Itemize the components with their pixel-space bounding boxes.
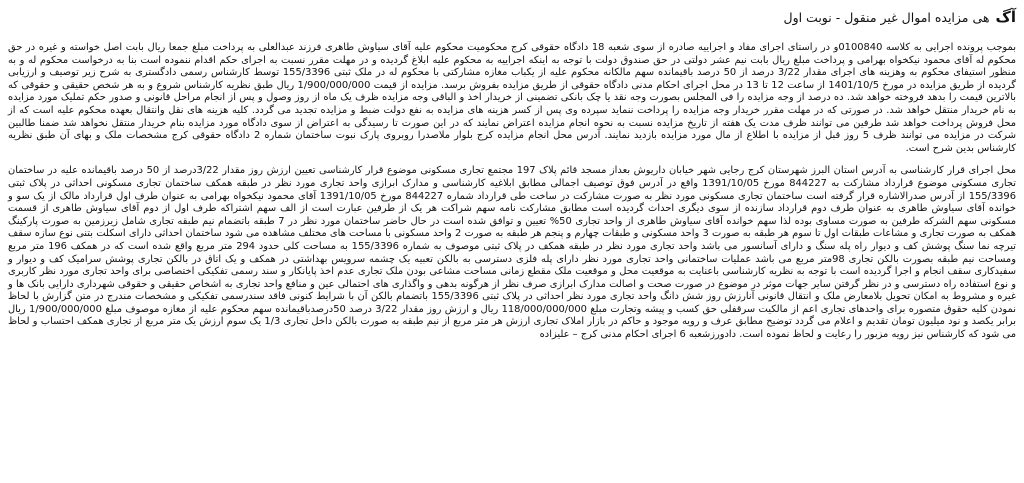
notice-paragraph-expert-report: محل اجرای قرار کارشناسی به آدرس استان البرز شهرستان کرج رجایی شهر خیابان داریوش بعداز مسجد قائم پلاک 197 مجتمع تجاری مسکونی موضوع قرار کارشناسی تعیین ارزش روز مقدار 3/22درصد از 50 درصد باقیمانده علیه در ساختمان تجاری مسکونی موضوع قرارداد مشارکت به 844227 مورخ 1391/10/05 واقع در آدرس فوق توصیف اجمالی مطابق ابلاغیه کارشناسی و مدارک ابرازی واحد تجاری مورد نظر در طبقه همکف ساختمان تجاری مسکونی احداثی در پلاک ثبتی 155/3396 از آدرس صدرالاشاره قرار گرفته است ساختمان تجاری مسکونی مورد نظر به صورت مشارکت در ساخت طی قرارداد شماره 844227 مورخ 1391/10/05 آقای محمود نیکخواه بهرامی به عنوان طرف اول قرارداد مالک از یک سو و خوانده آقای سیاوش طاهری به عنوان طرف دوم قرارداد سازنده از سوی دیگری احداث گردیده است مطابق مشارکت نامه سهم شراکت هر یک از طرفین عبارت است از الف سهم اشتراکه طرف اول از دوم آقای سیاوش طاهری از قسمت مسکونی سهم الشرکه طرفین به صورت مساوی بوده لذا سهم خوانده آقای سیاوش طاهری از واحد تجاری 50% تعیین و توافق شده است در حال حاضر ساختمان مورد نظر در 7 طبقه باتضمام نیم طبقه تجاری شامل زیرزمین به صورت پارکینگ همکف به صورت تجاری و مشاعات طبقات اول تا سوم هر طبقه به صورت 3 واحد مسکونی و طبقات چهارم و پنجم هر طبقه به صورت 2 واحد مسکونی با مساحت های مختلف مشاهده می شود ساختمان احداثی دارای اسکلت بتنی نوع سازه سقف تیرچه نما سنگ پوشش کف و دیوار راه پله سنگ و دارای آسانسور می باشد واحد تجاری مورد نظر در طبقه همکف در پلاک ثبتی موصوف به شماره 155/3396 به مساحت کلی حدود 294 متر مربع واقع شده است که در همکف 196 متر مربع ومساحت نیم طبقه بصورت بالکن تجاری 98متر مربع می باشد عملیات ساختمانی واحد تجاری مورد نظر دارای پله فلزی دسترسی به بالکن تعبیه یک چشمه سرویس بهداشتی در همکف و یک اتاق در بالکن تجاری پوشش سرامیک کف و دیوار و سفیدکاری سقف انجام و اجرا گردیده است با توجه به نظریه کارشناسی باعنایت به موقعیت محل و موقعیت ملک مقطع زمانی مساحت مشاعی بودن ملک تجاری عدم اخذ پایانکار و سند رسمی تفکیکی اختصاصی برای واحد تجاری مورد نظر کاربری و نوع استفاده راه دسترسی و در نظر گرفتن سایر جهات موثر در موضوع در صورت صحت و اصالت مدارک ابرازی صرف نظر از هرگونه بدهی و واگذاری های احتمالی عین و منافع واحد تجاری به اشخاص حقیقی و حقوقی شهرداری دارایی بانک ها و غیره و مشروط به امکان تحویل بلامعارض ملک و انتقال قانونی آنارزش روز شش دانگ واحد تجاری مورد نظر احداثی در پلاک ثبتی 155/3396 باتضمام بالکن آن با شرایط کنونی فاقد سندرسمی تفکیکی و مشخصات مندرج در متن گزارش با لحاظ نمودن کلیه حقوق متصوره برای واحدهای تجاری اعم از مالکیت سرقفلی حق کسب و پیشه وتجارت مبلغ 118/000/000/000 ریال و ارزش روز مقدار 3/22 درصد 50درصدباقیمانده سهم محکوم علیه از مغازه موصوف مبلغ 1/900/000/000 ریال برابر یکصد و نود میلیون تومان تقدیم و اعلام می گردد توضیح مطابق عرف و رویه موجود و حاکم در بازار املاک تجاری ارزش هر متر مربع از نیم طبقه به صورت بالکن داخل تجاری 1/3 یک سوم ارزش یک متر مربع از تجاری همکف احتساب و لحاظ می شود که کارشناس نیز رویه مزبور را رعایت و لحاظ نموده است. دادورزشعبه 6 اجرای احکام مدنی کرج – علیزاده (8, 165, 1017, 341)
notice-paragraph-auction-terms: بموجب پرونده اجرایی به کلاسه 0100840و در راستای اجرای مفاد و اجراییه صادره از سوی شعبه 18 دادگاه حقوقی کرج محکومیت محکوم علیه آقای سیاوش طاهری فرزند عبدالعلی به پرداخت مبلغ جمعا ریال بابت اصل خواسته و غیره در حق محکوم له آقای محمود نیکخواه بهرامی و پرداخت مبلغ ریال بابت نیم عشر دولتی در حق صندوق دولت با توجه به اینکه اجراییه به محکوم علیه ابلاغ گردیده و در مهلت مقرر نسبت به اجرای حکم اقدام ننموده است بنا به درخواست محکوم له و به منظور استیفای محکوم به وهزینه های اجرای مقدار 3/22 درصد از 50 درصد باقیمانده سهم مالکانه محکوم علیه از یکباب مغازه مشارکتی با محکوم له در ملک ثبتی 155/3396 توسط کارشناس رسمی دادگستری به شرح زیر توصیف و ارزیابی گردیده از طریق مزایده در مورخ 1401/10/5 از ساعت 12 تا 13 در محل اجرای احکام مدنی دادگاه حقوقی از طریق مزایده بفروش برسد. مزایده از قیمت 1/900/000/000 ریال طبق نظریه کارشناس شروع و به هر شخص حقیقی و حقوقی که بالاترین قیمت را بدهد فروخته خواهد شد. ده درصد از وجه مزایده را فی المجلس بصورت وجه نقد یا چک بانکی تضمینی از خریدار اخذ و الباقی وجه مزایده ظرف یک ماه از روز وصول و پس از انجام مراحل قانونی و صدور حکم تملیک مورد مزایده به نام خریدار منتقل خواهد شد. در صورتی که در مهلت مقرر خریدار وجه مزایده را پرداخت ننماید سپرده وی پس از کسر هزینه های مزایده به نفع دولت ضبط و مزایده تجدید می گردد. کلیه هزینه های نقل وانتقال بعهده محکوم علیه است که از محل فروش پرداخت خواهد شد طرفین می توانند ظرف مدت یک هفته از تاریخ مزایده نسبت به نحوه انجام مزایده اعتراض نمایند که در این صورت تا رسیدگی به اعتراض از سوی دادگاه مورد مزایده بنام خریدار منتقل نخواهد شد ضمنا طالبین شرکت در مزایده می توانند ظرف 5 روز قبل از مزایده با اطلاع از مال مورد مزایده بازدید نمایند. آدرس محل انجام مزایده کرج بلوار ملاصدرا روبروی پارک نبوت ساختمان شماره 2 دادگاه حقوقی کرج مشخصات ملک و بهای آن طبق نظریه کارشناس بدین شرح است. (8, 42, 1016, 154)
notice-header (8, 6, 1016, 28)
notice-title: هی مزایده اموال غیر منقول - نوبت اول (783, 9, 990, 25)
header-mark: آگ (995, 8, 1016, 26)
